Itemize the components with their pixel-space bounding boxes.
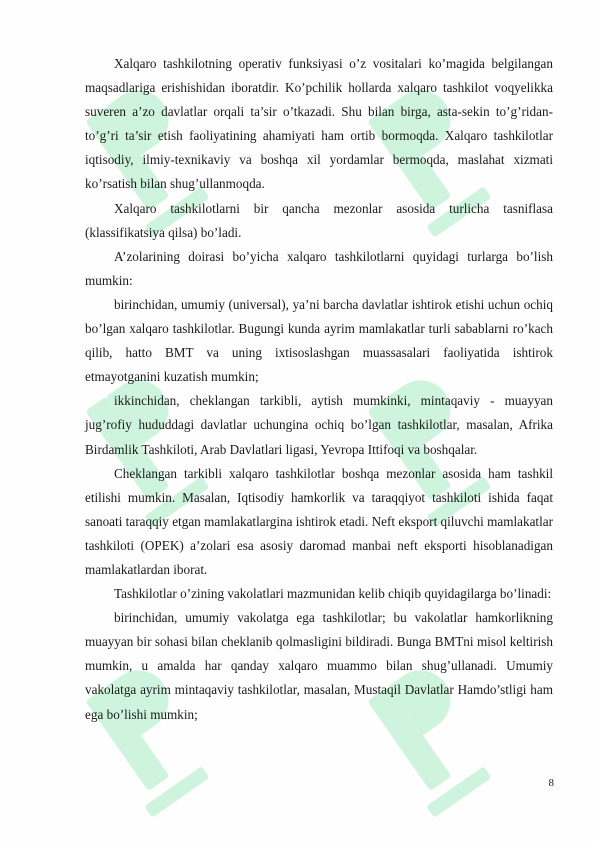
paragraph: Xalqaro tashkilotlarni bir qancha mezonlar asosida turlicha tasniflasa (klassifikatsiya qilsa) bo’ladi. [85,200,553,240]
paragraph: birinchidan, umumiy vakolatga ega tashkilotlar; bu vakolatlar hamkorlikning muayyan bir sohasi bilan cheklanib qolmasligini bildiradi. Bunga BMTni misol keltirish mumkin, u amalda har qanday xalqaro muammo bilan shug’ullanadi. Umumiy vakolatga ayrim mintaqaviy tashkilotlar, masalan, Mustaqil Davlatlar Hamdo’stligi ham ega bo’lishi mumkin; [85,610,553,722]
paragraph: birinchidan, umumiy (universal), ya’ni barcha davlatlar ishtirok etishi uchun ochiq bo’lgan xalqaro tashkilotlar. Bugungi kunda ayrim mamlakatlar turli sabablarni ro’kach qilib, hatto BMT va uning ixtisoslashgan muassasalari faoliyatida ishtirok etmayotganini kuzatish mumkin; [85,296,553,385]
paragraph: Xalqaro tashkilotning operativ funksiyasi o’z vositalari ko’magida belgilangan maqsadlariga erishishidan iboratdir. Ko’pchilik hollarda xalqaro tashkilot voqyelikka suveren a’zo davlatlar orqali ta’sir o’tkazadi. Shu bilan birga, asta-sekin to’g’ridan-to’g’ri ta’sir etish faoliyatining ahamiyati ham ortib bormoqda. Xalqaro tashkilotlar iqtisodiy, ilmiy-texnikaviy va boshqa xil yordamlar bermoqda, maslahat xizmati ko’rsatish bilan shug’ullanmoqda. [85,56,553,192]
document-body [85,52,553,727]
page-number: 8 [548,777,554,789]
paragraph: ikkinchidan, cheklangan tarkibli, aytish mumkinki, mintaqaviy - muayyan jug’rofiy hududdagi davlatlar uchungina ochiq bo’lgan tashkilotlar, masalan, Afrika Birdamlik Tashkiloti, Arab Davlatlari ligasi, Yevropa Ittifoqi va boshqalar. [85,393,553,457]
paragraph: Cheklangan tarkibli xalqaro tashkilotlar boshqa mezonlar asosida ham tashkil etilishi mumkin. Masalan, Iqtisodiy hamkorlik va taraqqiyot tashkiloti ishida faqat sanoati taraqqiy etgan mamlakatlargina ishtirok etadi. Neft eksport qiluvchi mamlakatlar tashkiloti (OPEK) a’zolari esa asosiy daromad manbai neft eksporti hisoblanadigan mamlakatlardan iborat. [85,465,553,577]
paragraph: Tashkilotlar o’zining vakolatlari mazmunidan kelib chiqib quyidagilarga bo’linadi: [114,586,552,602]
paragraph: A’zolarining doirasi bo’yicha xalqaro tashkilotlarni quyidagi turlarga bo’lish mumkin: [85,248,553,288]
